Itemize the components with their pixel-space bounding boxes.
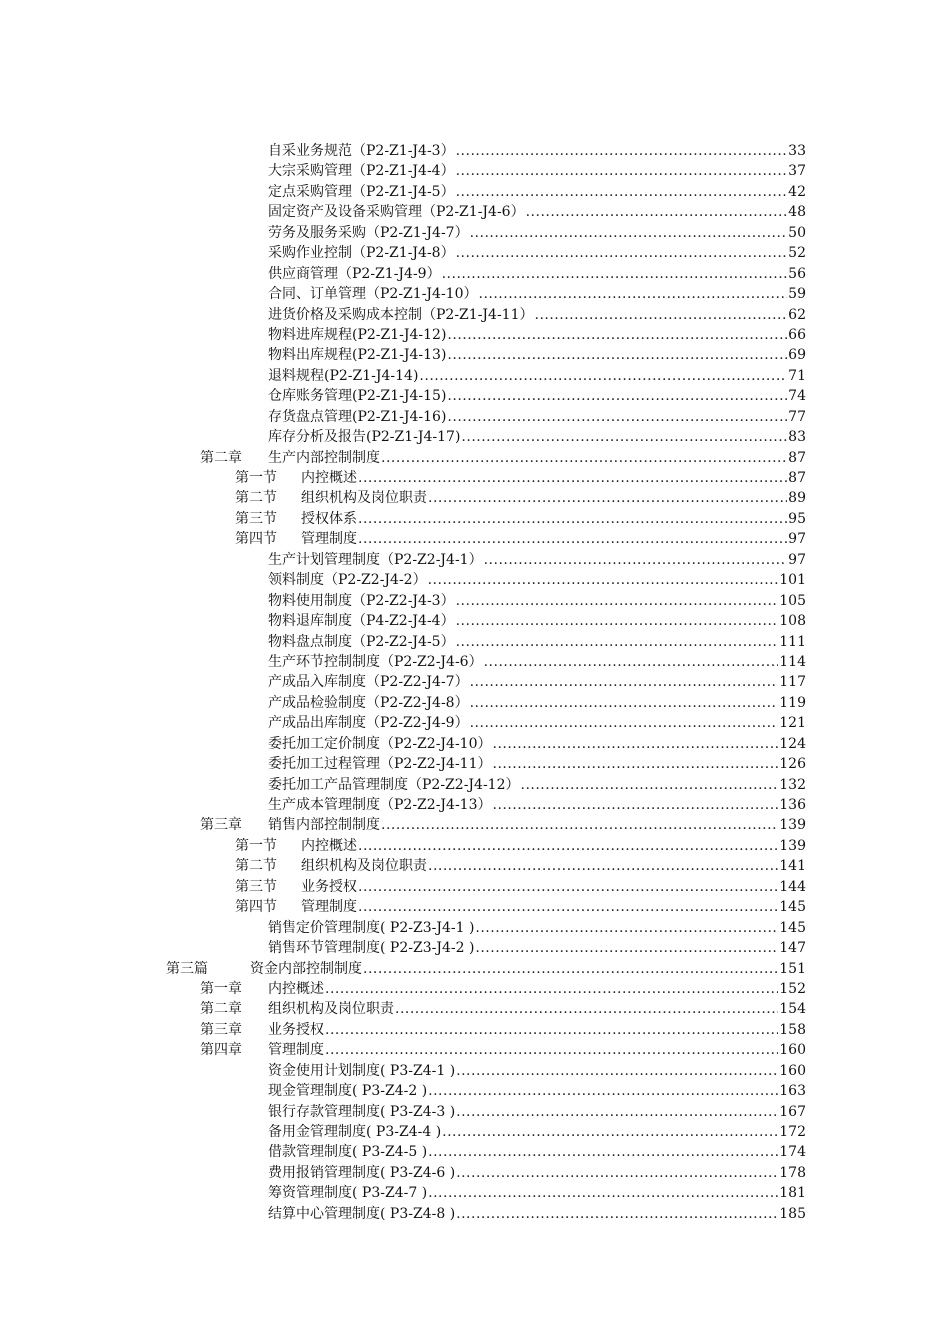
dot-leader — [325, 1040, 778, 1060]
toc-entry-label — [268, 734, 492, 754]
dot-leader — [447, 345, 787, 365]
dot-leader — [358, 897, 778, 917]
toc-entry-title: 结算中心管理制度( P3-Z4-8 ) — [268, 1205, 456, 1222]
toc-entry-page-number: 37 — [788, 163, 806, 180]
toc-entry-title: 物料出库规程(P2-Z1-J4-13) — [268, 347, 447, 364]
toc-entry-label — [268, 1142, 427, 1162]
toc-entry-title: 劳务及服务采购（P2-Z1-J4-7） — [268, 224, 469, 241]
toc-entry[interactable] — [0, 754, 950, 774]
toc-entry[interactable] — [0, 979, 950, 999]
toc-entry[interactable] — [0, 795, 950, 815]
toc-entry[interactable] — [0, 182, 950, 202]
toc-entry-label — [235, 468, 357, 488]
toc-entry-page-number: 124 — [779, 735, 806, 752]
dot-leader — [456, 1061, 778, 1081]
toc-entry[interactable] — [0, 1204, 950, 1224]
toc-entry-number: 第三节 — [235, 878, 277, 895]
dot-leader — [456, 1204, 778, 1224]
toc-entry-title: 生产计划管理制度（P2-Z2-J4-1） — [268, 551, 483, 568]
toc-entry-title: 生产成本管理制度（P2-Z2-J4-13） — [268, 797, 492, 813]
toc-entry-label — [268, 1102, 455, 1122]
dot-leader — [363, 959, 778, 979]
toc-entry-page-number: 95 — [788, 510, 806, 527]
dot-leader — [475, 938, 778, 958]
toc-entry-label — [268, 305, 534, 325]
toc-entry-page-number: 160 — [779, 1042, 806, 1059]
toc-entry-label — [268, 386, 446, 406]
toc-entry[interactable] — [0, 529, 950, 549]
toc-entry-page-number: 139 — [779, 837, 806, 854]
dot-leader — [428, 1081, 778, 1101]
toc-entry-title: 组织机构及岗位职责 — [268, 1001, 394, 1018]
toc-entry-label — [268, 775, 520, 795]
toc-entry-page-number: 119 — [779, 694, 806, 711]
toc-entry-title: 产成品检验制度（P2-Z2-J4-8） — [268, 694, 469, 711]
toc-entry-label — [200, 448, 380, 468]
toc-entry-page-number: 50 — [788, 224, 806, 241]
toc-entry[interactable] — [0, 713, 950, 733]
toc-entry-title: 物料使用制度（P2-Z2-J4-3） — [268, 592, 455, 609]
dot-leader — [381, 448, 787, 468]
dot-leader — [456, 243, 788, 263]
toc-entry-title: 产成品入库制度（P2-Z2-J4-7） — [268, 674, 469, 691]
toc-entry-number: 第一章 — [200, 980, 242, 997]
toc-entry-label — [200, 979, 324, 999]
dot-leader — [428, 1142, 778, 1162]
toc-entry-number: 第三节 — [235, 510, 277, 527]
toc-entry-label — [268, 693, 469, 713]
toc-entry-label — [235, 897, 357, 917]
toc-entry-title: 筹资管理制度( P3-Z4-7 ) — [268, 1185, 428, 1202]
dot-leader — [358, 509, 787, 529]
toc-entry-number: 第四章 — [200, 1042, 242, 1059]
toc-entry[interactable] — [0, 427, 950, 447]
dot-leader — [493, 795, 779, 815]
toc-entry[interactable] — [0, 1142, 950, 1162]
toc-entry-title: 定点采购管理（P2-Z1-J4-5） — [268, 183, 455, 200]
toc-entry-title: 费用报销管理制度( P3-Z4-6 ) — [268, 1164, 456, 1181]
dot-leader — [325, 979, 778, 999]
toc-entry-title: 业务授权 — [268, 1021, 324, 1038]
toc-entry[interactable] — [0, 243, 950, 263]
toc-entry-title: 资金使用计划制度( P3-Z4-1 ) — [268, 1062, 456, 1079]
toc-entry-page-number: 111 — [779, 633, 806, 650]
toc-entry-page-number: 71 — [788, 367, 806, 384]
toc-entry-label — [268, 223, 469, 243]
dot-leader — [470, 672, 779, 692]
table-of-contents — [0, 141, 950, 1224]
toc-entry-number: 第三章 — [200, 1021, 242, 1038]
toc-entry-page-number: 160 — [779, 1062, 806, 1079]
dot-leader — [358, 529, 787, 549]
toc-entry[interactable] — [0, 264, 950, 284]
toc-entry-label — [200, 999, 394, 1019]
toc-entry-page-number: 147 — [779, 940, 806, 957]
toc-entry-label — [268, 1204, 455, 1224]
toc-entry-page-number: 145 — [779, 899, 806, 916]
toc-entry-page-number: 136 — [779, 797, 806, 813]
toc-entry-page-number: 178 — [779, 1164, 806, 1181]
toc-entry-label — [268, 918, 474, 938]
toc-entry-title: 供应商管理（P2-Z1-J4-9） — [268, 265, 441, 282]
toc-entry-title: 仓库账务管理(P2-Z1-J4-15) — [268, 388, 447, 405]
toc-entry[interactable] — [0, 897, 950, 917]
toc-entry[interactable] — [0, 652, 950, 672]
toc-entry[interactable] — [0, 1081, 950, 1101]
toc-entry-label — [200, 1040, 324, 1060]
toc-entry[interactable] — [0, 775, 950, 795]
toc-entry-label — [268, 591, 455, 611]
toc-entry[interactable] — [0, 1183, 950, 1203]
toc-entry-page-number: 172 — [779, 1124, 806, 1140]
toc-entry-page-number: 97 — [788, 531, 806, 548]
dot-leader — [526, 202, 788, 222]
toc-entry[interactable] — [0, 325, 950, 345]
toc-entry-title: 固定资产及设备采购管理（P2-Z1-J4-6） — [268, 204, 525, 221]
dot-leader — [456, 611, 779, 631]
toc-entry-number: 第二节 — [235, 490, 277, 507]
toc-entry-title: 业务授权 — [301, 878, 357, 895]
toc-entry-label — [235, 529, 357, 549]
toc-entry-page-number: 154 — [779, 1001, 806, 1018]
toc-entry-title: 物料退库制度（P4-Z2-J4-4） — [268, 613, 455, 630]
toc-entry-page-number: 56 — [788, 265, 806, 282]
toc-entry-label — [268, 570, 427, 590]
toc-entry-page-number: 108 — [779, 613, 806, 630]
toc-entry-label — [268, 652, 483, 672]
toc-entry-page-number: 139 — [779, 817, 806, 834]
toc-entry[interactable] — [0, 693, 950, 713]
toc-entry-page-number: 87 — [788, 470, 806, 486]
toc-entry[interactable] — [0, 202, 950, 222]
dot-leader — [456, 182, 788, 202]
toc-entry-page-number: 101 — [779, 572, 806, 589]
dot-leader — [456, 1102, 778, 1122]
toc-entry-label — [235, 856, 427, 876]
toc-entry-title: 借款管理制度( P3-Z4-5 ) — [268, 1144, 428, 1161]
toc-entry-title: 生产内部控制制度 — [268, 449, 380, 466]
toc-entry-page-number: 42 — [788, 183, 806, 200]
toc-entry-title: 组织机构及岗位职责 — [301, 858, 427, 875]
toc-entry-page-number: 97 — [788, 551, 806, 568]
toc-entry[interactable] — [0, 161, 950, 181]
toc-entry[interactable] — [0, 407, 950, 427]
dot-leader — [456, 141, 788, 161]
toc-entry-label — [268, 632, 455, 652]
toc-entry-label — [268, 325, 446, 345]
dot-leader — [447, 386, 787, 406]
toc-entry[interactable] — [0, 815, 950, 835]
dot-leader — [428, 570, 779, 590]
toc-entry-page-number: 48 — [788, 204, 806, 221]
dot-leader — [381, 815, 778, 835]
toc-entry-label — [235, 509, 357, 529]
toc-entry-page-number: 151 — [779, 960, 806, 977]
toc-entry-label — [268, 1081, 427, 1101]
toc-entry-label — [235, 488, 427, 508]
toc-entry-label — [268, 366, 418, 386]
dot-leader — [470, 713, 779, 733]
toc-entry[interactable] — [0, 856, 950, 876]
toc-entry-label — [268, 713, 469, 733]
toc-entry[interactable] — [0, 611, 950, 631]
toc-entry-title: 资金内部控制制度 — [250, 960, 362, 977]
toc-entry[interactable] — [0, 386, 950, 406]
dot-leader — [470, 693, 779, 713]
toc-entry[interactable] — [0, 448, 950, 468]
toc-entry-label — [268, 141, 455, 161]
toc-entry-title: 退料规程(P2-Z1-J4-14) — [268, 367, 419, 384]
toc-entry[interactable] — [0, 284, 950, 304]
toc-entry-page-number: 145 — [779, 919, 806, 936]
toc-entry-title: 管理制度 — [301, 531, 357, 548]
toc-entry[interactable] — [0, 591, 950, 611]
dot-leader — [493, 734, 779, 754]
toc-entry-number: 第三章 — [200, 817, 242, 834]
dot-leader — [484, 550, 788, 570]
dot-leader — [325, 1020, 778, 1040]
toc-entry[interactable] — [0, 1061, 950, 1081]
toc-entry-page-number: 83 — [788, 429, 806, 446]
toc-entry-page-number: 114 — [779, 653, 806, 670]
toc-entry-title: 内控概述 — [301, 837, 357, 854]
toc-entry[interactable] — [0, 672, 950, 692]
toc-entry-title: 生产环节控制制度（P2-Z2-J4-6） — [268, 653, 483, 670]
toc-entry-page-number: 158 — [779, 1021, 806, 1038]
toc-entry-label — [268, 243, 455, 263]
toc-entry-label — [268, 938, 474, 958]
toc-entry-title: 自采业务规范（P2-Z1-J4-3） — [268, 143, 455, 159]
dot-leader — [358, 468, 787, 488]
toc-entry-title: 管理制度 — [268, 1042, 324, 1059]
toc-entry-label — [268, 345, 446, 365]
toc-entry[interactable] — [0, 999, 950, 1019]
toc-entry[interactable] — [0, 632, 950, 652]
toc-entry[interactable] — [0, 1020, 950, 1040]
toc-entry-title: 销售定价管理制度( P2-Z3-J4-1 ) — [268, 919, 475, 936]
toc-entry-page-number: 126 — [779, 756, 806, 773]
toc-entry-title: 现金管理制度( P3-Z4-2 ) — [268, 1083, 428, 1100]
toc-entry-page-number: 59 — [788, 286, 806, 303]
toc-entry-label — [268, 754, 492, 774]
dot-leader — [456, 632, 779, 652]
toc-entry-label — [268, 611, 455, 631]
toc-entry-number: 第三篇 — [166, 960, 208, 977]
toc-entry-page-number: 66 — [788, 326, 806, 343]
toc-entry-number: 第四节 — [235, 899, 277, 916]
toc-entry[interactable] — [0, 918, 950, 938]
toc-entry-number: 第四节 — [235, 531, 277, 548]
toc-entry[interactable] — [0, 141, 950, 161]
toc-entry-number: 第一节 — [235, 837, 277, 854]
toc-entry-label — [268, 427, 460, 447]
dot-leader — [493, 754, 779, 774]
toc-entry-title: 大宗采购管理（P2-Z1-J4-4） — [268, 163, 455, 180]
toc-entry[interactable] — [0, 345, 950, 365]
toc-entry-page-number: 77 — [788, 408, 806, 425]
toc-entry-title: 产成品出库制度（P2-Z2-J4-9） — [268, 715, 469, 732]
toc-entry[interactable] — [0, 223, 950, 243]
dot-leader — [456, 1163, 778, 1183]
toc-entry-page-number: 69 — [788, 347, 806, 364]
toc-entry[interactable] — [0, 366, 950, 386]
toc-entry-title: 领料制度（P2-Z2-J4-2） — [268, 572, 427, 589]
toc-entry[interactable] — [0, 1102, 950, 1122]
toc-entry-label — [166, 959, 362, 979]
toc-entry-label — [268, 161, 455, 181]
toc-entry-page-number: 87 — [788, 449, 806, 466]
dot-leader — [447, 325, 787, 345]
toc-entry-page-number: 163 — [779, 1083, 806, 1100]
toc-entry[interactable] — [0, 1163, 950, 1183]
toc-entry-page-number: 152 — [779, 980, 806, 997]
toc-entry-label — [268, 1122, 441, 1142]
toc-entry-title: 委托加工定价制度（P2-Z2-J4-10） — [268, 735, 492, 752]
toc-entry-label — [235, 877, 357, 897]
dot-leader — [475, 918, 778, 938]
toc-entry-title: 组织机构及岗位职责 — [301, 490, 427, 507]
toc-entry-number: 第二节 — [235, 858, 277, 875]
toc-entry[interactable] — [0, 468, 950, 488]
toc-entry-label — [268, 284, 478, 304]
dot-leader — [447, 407, 787, 427]
toc-entry[interactable] — [0, 1122, 950, 1142]
toc-entry-label — [268, 795, 492, 815]
toc-entry-label — [268, 1183, 427, 1203]
toc-entry-label — [268, 672, 469, 692]
dot-leader — [358, 877, 778, 897]
toc-entry-title: 委托加工产品管理制度（P2-Z2-J4-12） — [268, 776, 520, 793]
toc-entry[interactable] — [0, 305, 950, 325]
dot-leader — [395, 999, 778, 1019]
dot-leader — [456, 591, 779, 611]
dot-leader — [428, 1183, 778, 1203]
toc-entry[interactable] — [0, 959, 950, 979]
dot-leader — [521, 775, 779, 795]
toc-entry-title: 管理制度 — [301, 899, 357, 916]
toc-entry-page-number: 167 — [779, 1103, 806, 1120]
toc-entry-page-number: 144 — [779, 878, 806, 895]
dot-leader — [428, 856, 778, 876]
toc-entry-page-number: 117 — [779, 674, 806, 691]
toc-entry-page-number: 74 — [788, 388, 806, 405]
toc-entry-number: 第二章 — [200, 449, 242, 466]
toc-entry-page-number: 121 — [779, 715, 806, 732]
toc-entry-label — [235, 836, 357, 856]
toc-entry-title: 存货盘点管理(P2-Z1-J4-16) — [268, 408, 447, 425]
toc-entry-title: 销售环节管理制度( P2-Z3-J4-2 ) — [268, 940, 475, 957]
toc-entry-title: 物料盘点制度（P2-Z2-J4-5） — [268, 633, 455, 650]
toc-entry-label — [268, 1061, 455, 1081]
toc-entry[interactable] — [0, 836, 950, 856]
toc-entry-page-number: 89 — [788, 490, 806, 507]
toc-entry-label — [268, 202, 525, 222]
toc-entry-number: 第二章 — [200, 1001, 242, 1018]
toc-entry[interactable] — [0, 550, 950, 570]
toc-entry-title: 委托加工过程管理（P2-Z2-J4-11） — [268, 756, 492, 773]
toc-entry-title: 银行存款管理制度( P3-Z4-3 ) — [268, 1103, 456, 1120]
toc-entry-label — [268, 1163, 455, 1183]
toc-entry-title: 物料进库规程(P2-Z1-J4-12) — [268, 326, 447, 343]
toc-entry[interactable] — [0, 488, 950, 508]
toc-entry-page-number: 174 — [779, 1144, 806, 1161]
toc-entry-page-number: 141 — [779, 858, 806, 875]
toc-entry-title: 内控概述 — [301, 470, 357, 486]
toc-entry-page-number: 132 — [779, 776, 806, 793]
toc-entry-label — [268, 264, 441, 284]
dot-leader — [470, 223, 788, 243]
dot-leader — [461, 427, 787, 447]
toc-entry-label — [200, 1020, 324, 1040]
dot-leader — [484, 652, 779, 672]
toc-entry-page-number: 52 — [788, 245, 806, 262]
toc-entry-title: 库存分析及报告(P2-Z1-J4-17) — [268, 429, 461, 446]
dot-leader — [456, 161, 788, 181]
dot-leader — [442, 1122, 778, 1142]
dot-leader — [442, 264, 788, 284]
toc-entry[interactable] — [0, 734, 950, 754]
toc-entry-label — [200, 815, 380, 835]
toc-entry-title: 备用金管理制度( P3-Z4-4 ) — [268, 1124, 442, 1140]
toc-entry-title: 销售内部控制制度 — [268, 817, 380, 834]
dot-leader — [535, 305, 788, 325]
toc-entry[interactable] — [0, 938, 950, 958]
toc-entry-label — [268, 550, 483, 570]
toc-entry-title: 进货价格及采购成本控制（P2-Z1-J4-11） — [268, 306, 534, 323]
toc-entry-page-number: 181 — [779, 1185, 806, 1202]
toc-entry-label — [268, 182, 455, 202]
toc-entry-page-number: 62 — [788, 306, 806, 323]
toc-entry-title: 采购作业控制（P2-Z1-J4-8） — [268, 245, 455, 262]
toc-entry-title: 合同、订单管理（P2-Z1-J4-10） — [268, 286, 478, 303]
toc-entry-page-number: 185 — [779, 1205, 806, 1222]
toc-entry[interactable] — [0, 877, 950, 897]
dot-leader — [419, 366, 787, 386]
toc-entry[interactable] — [0, 1040, 950, 1060]
toc-entry-title: 授权体系 — [301, 510, 357, 527]
dot-leader — [428, 488, 787, 508]
dot-leader — [358, 836, 778, 856]
toc-entry-page-number: 33 — [788, 143, 806, 159]
toc-entry[interactable] — [0, 570, 950, 590]
toc-entry-page-number: 105 — [779, 592, 806, 609]
toc-entry-label — [268, 407, 446, 427]
toc-entry-title: 内控概述 — [268, 980, 324, 997]
dot-leader — [479, 284, 788, 304]
toc-entry-number: 第一节 — [235, 470, 277, 486]
toc-entry[interactable] — [0, 509, 950, 529]
